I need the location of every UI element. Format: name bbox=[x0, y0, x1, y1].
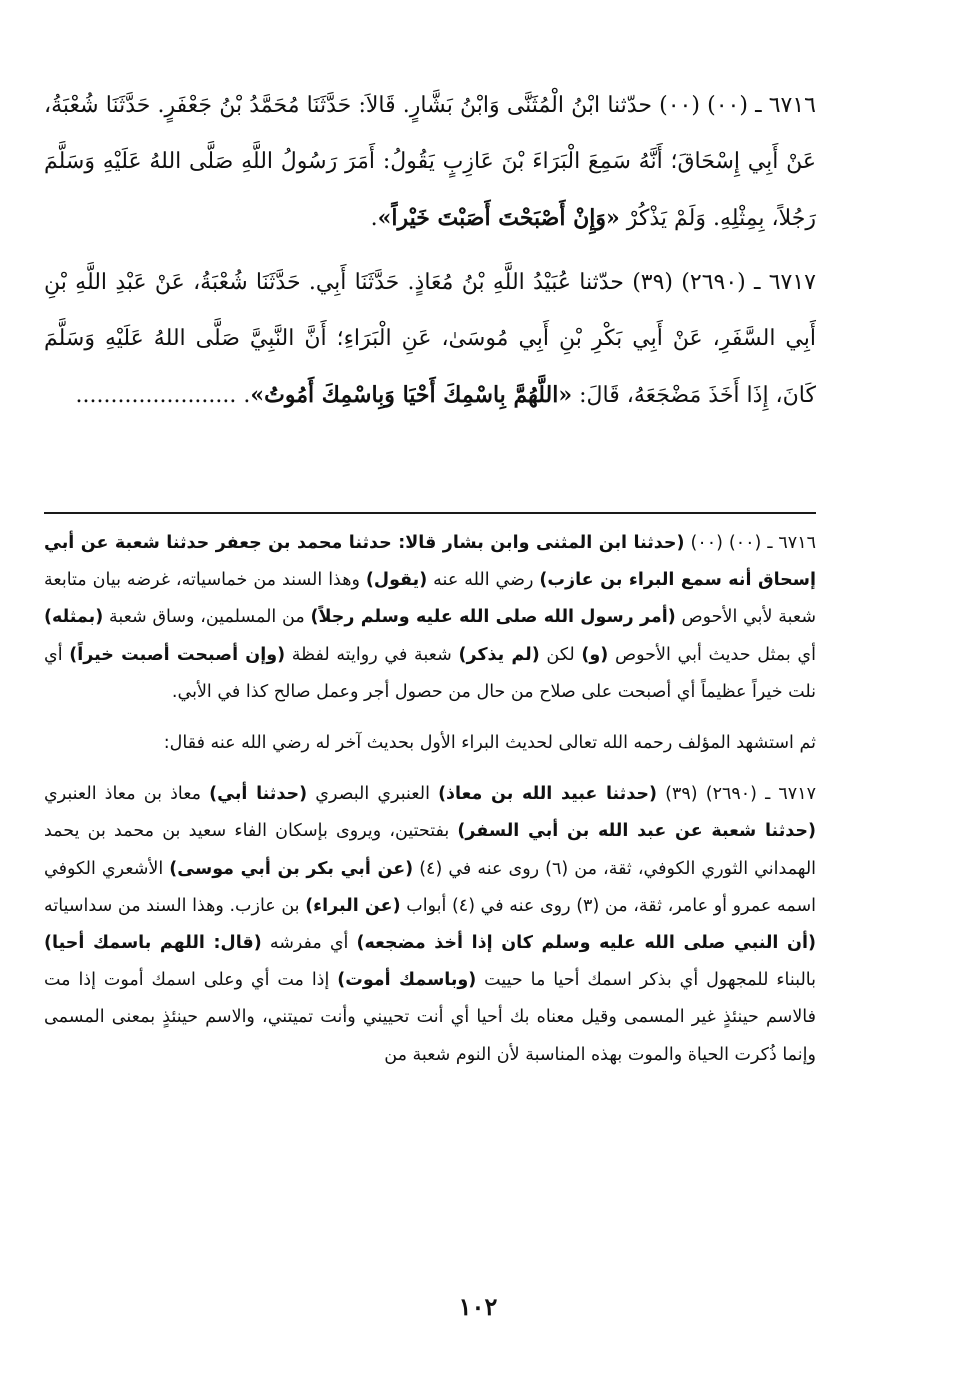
main-text bbox=[44, 78, 816, 424]
commentary-segment: ٦٧١٦ ـ (٠٠) (٠٠) bbox=[684, 533, 817, 553]
commentary-segment: ثم استشهد المؤلف رحمه الله تعالى لحديث البراء الأول بحديث آخر له رضي الله عنه فقال: bbox=[163, 733, 816, 754]
commentary-bold-segment: (أمر رسول الله صلى الله عليه وسلم رجلاً) bbox=[310, 607, 676, 628]
commentary-bold-segment: (و) bbox=[581, 644, 609, 665]
commentary-bold-segment: (وباسمك أموت) bbox=[337, 970, 477, 991]
commentary-bold-segment: (حدثنا أبي) bbox=[209, 784, 308, 805]
commentary-bold-segment: (وإن أصبحت أصبت خيراً) bbox=[69, 644, 286, 665]
commentary-segment: أي نلت خيراً عظيماً أي أصبحت على صلاح من حال من حصول أجر وعمل صالح كذا في الأبي. bbox=[44, 644, 816, 702]
commentary-paragraph bbox=[44, 525, 816, 711]
hadith-number: ٦٧١٦ ـ (٠٠) (٠٠) bbox=[659, 93, 816, 118]
commentary-segment: بن عازب. وهذا السند من سداسياته bbox=[44, 895, 306, 916]
commentary-bold-segment: (عن البراء) bbox=[305, 895, 401, 916]
hadith-text-end: . bbox=[370, 206, 378, 231]
commentary bbox=[44, 525, 816, 1074]
commentary-segment: لكن bbox=[539, 644, 582, 665]
hadith-6717 bbox=[44, 255, 816, 424]
commentary-bold-segment: (لم يذكر) bbox=[458, 644, 540, 665]
commentary-segment: شعبة في روايته لفظة bbox=[285, 644, 459, 665]
commentary-segment: رضي الله عنه bbox=[427, 570, 540, 591]
commentary-bold-segment: (قال: اللهم باسمك أحيا) bbox=[44, 933, 262, 954]
commentary-segment: وهذا السند من خماسياته، غرضه بيان متابعة شعبة لأبي الأحوص bbox=[44, 570, 816, 628]
commentary-segment: بالبناء للمجهول أي بذكر اسمك أحيا ما حييت bbox=[476, 970, 816, 991]
commentary-bold-segment: (بمثله) bbox=[44, 607, 104, 628]
commentary-segment: الأشعري الكوفي اسمه عمرو أو عامر، ثقة، من (٣) روى عنه في (٤) أبواب bbox=[44, 858, 816, 916]
commentary-segment: بفتحتين، ويروى بإسكان الفاء سعيد بن محمد بن يحمد الهمداني الثوري الكوفي، ثقة، من (٦) روى عنه في (٤) bbox=[44, 821, 817, 879]
hadith-bold-text: «اللَّهُمَّ بِاسْمِكَ أَحْيَا وَبِاسْمِكَ أَمُوتُ» bbox=[250, 382, 573, 408]
commentary-paragraph bbox=[44, 776, 816, 1074]
hadith-bold-text: «وَإِنْ أَصْبَحْتَ أَصَبْتَ خَيْراً» bbox=[377, 205, 620, 231]
hadith-text-end: . ....................... bbox=[75, 383, 251, 408]
commentary-paragraph bbox=[44, 725, 816, 762]
commentary-bold-segment: (عن أبي بكر بن أبي موسى) bbox=[169, 858, 414, 879]
commentary-segment: أي مفرشه bbox=[261, 933, 357, 954]
commentary-bold-segment: (حدثنا شعبة عن عبد الله بن أبي السفر) bbox=[457, 821, 816, 842]
commentary-segment: أي بمثل حديث أبي الأحوص bbox=[608, 644, 816, 665]
page-number: ١٠٢ bbox=[458, 1292, 498, 1321]
hadith-text: حدّثنا عُبَيْدُ اللَّهِ بْنُ مُعَاذٍ. حَدَّثَنَا أَبِي. حَدَّثَنَا شُعْبَةُ، عَنْ عَبْدِ اللَّهِ بْنِ أَبِي السَّفَرِ، عَنْ أَبِي بَكْرِ بْنِ أَبِي مُوسَىٰ، عَنِ الْبَرَاءِ؛ أَنَّ النَّبِيَّ صَلَّى اللهُ عَلَيْهِ وَسَلَّمَ كَانَ، إِذَا أَخَذَ مَضْجَعَهُ، قَالَ: bbox=[44, 270, 816, 408]
hadith-6716 bbox=[44, 78, 816, 247]
commentary-bold-segment: (يقول) bbox=[365, 570, 428, 591]
hadith-number: ٦٧١٧ ـ (٢٦٩٠) (٣٩) bbox=[632, 270, 816, 295]
commentary-segment: من المسلمين، وساق شعبة bbox=[103, 607, 311, 628]
hadith-text: حدّثنا ابْنُ الْمُثَنَّى وَابْنُ بَشَّارٍ. قَالاَ: حَدَّثَنَا مُحَمَّدُ بْنُ جَعْفَرٍ. حَدَّثَنَا شُعْبَةُ، عَنْ أَبِي إِسْحَاقَ؛ أَنَّهُ سَمِعَ الْبَرَاءَ بْنَ عَازِبٍ يَقُولُ: أَمَرَ رَسُولُ اللَّهِ صَلَّى اللهُ عَلَيْهِ وَسَلَّمَ رَجُلاً، بِمِثْلِهِ. وَلَمْ يَذْكُرْ bbox=[44, 93, 816, 231]
commentary-segment: ٦٧١٧ ـ (٢٦٩٠) (٣٩) bbox=[656, 784, 816, 805]
commentary-bold-segment: (حدثنا عبيد الله بن معاذ) bbox=[438, 784, 657, 805]
commentary-bold-segment: (أن النبي صلى الله عليه وسلم كان إذا أخذ مضجعه) bbox=[356, 933, 816, 954]
commentary-segment: إذا مت أي وعلى اسمك أموت إذا مت فالاسم حينئذٍ غير المسمى وقيل معناه بك أحيا أي أنت تحييني وأنت تميتني، والاسم حينئذٍ بمعنى المسمى وإنما ذُكرت الحياة والموت بهذه المناسبة لأن النوم شعبة من bbox=[44, 970, 816, 1065]
commentary-segment: العنبري البصري bbox=[307, 784, 439, 805]
commentary-segment: معاذ بن معاذ العنبري bbox=[44, 784, 210, 805]
commentary-bold-segment: (حدثنا ابن المثنى وابن بشار قالا: حدثنا محمد بن جعفر حدثنا شعبة عن أبي إسحاق أنه سمع البراء بن عازب) bbox=[44, 533, 816, 591]
section-divider bbox=[44, 512, 816, 514]
